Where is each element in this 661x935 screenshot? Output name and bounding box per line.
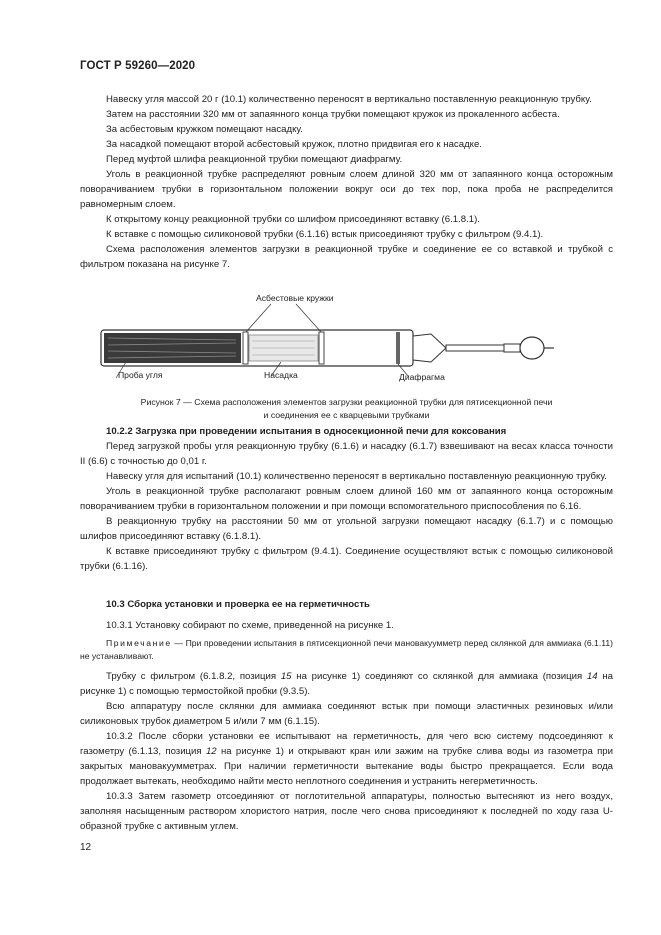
paragraph: Уголь в реакционной трубке располагают ровным слоем длиной 160 мм от запаянного конца осторожным поворачиванием трубки в горизонтальном положении и при помощи вспомогательного приспособления по 6.16. <box>80 486 613 512</box>
asbestos-disk-2 <box>319 332 324 364</box>
section-heading: 10.2.2 Загрузка при проведении испытания в односекционной печи для коксования <box>106 426 507 437</box>
coal-sample-fill <box>104 333 241 363</box>
paragraph: К вставке с помощью силиконовой трубки (6.1.16) встык присоединяют трубку с фильтром (9.4.1). <box>106 229 544 240</box>
note <box>80 637 613 663</box>
paragraph-filter-tube: Трубку с фильтром (6.1.8.2, позиция 15 на рисунке 1) соединяют со склянкой для аммиака (позиция 14 на рисунке 1) с помощью термостойкой пробки (9.3.5). <box>80 671 613 697</box>
insert-tube <box>446 345 506 351</box>
paragraph-10-3-3: 10.3.3 Затем газометр отсоединяют от поглотительной аппаратуры, полностью вытесняют из него воздух, заполняя насыщенным раствором хлористого натрия, после чего снова присоединяют к последней по ходу газа U-образной трубке с активным углем. <box>80 791 613 832</box>
note-text: — При проведении испытания в пятисекционной печи мановакуумметр перед склянкой для аммиака (6.1.11) не устанавливают. <box>80 638 613 661</box>
paragraph: К вставке присоединяют трубку с фильтром (9.4.1). Соединение осуществляют встык с помощью силиконовой трубки (6.1.16). <box>80 546 613 572</box>
top-text-block <box>80 92 613 272</box>
paragraph: За асбестовым кружком помещают насадку. <box>106 124 303 135</box>
page-number: 12 <box>80 842 92 853</box>
label-packing: Насадка <box>264 370 298 380</box>
filter-bulb <box>520 337 544 359</box>
asbestos-disk-1 <box>243 332 248 364</box>
document-header: ГОСТ Р 59260—2020 <box>80 60 196 72</box>
paragraph: Схема расположения элементов загрузки в реакционной трубке и соединение ее со вставкой и трубкой с фильтром показана на рисунке 7. <box>80 244 613 270</box>
label-coal-sample: Проба угля <box>118 370 163 380</box>
paragraph-10-3-1: 10.3.1 Установку собирают по схеме, приведенной на рисунке 1. <box>106 620 394 631</box>
paragraph-10-3-2: 10.3.2 После сборки установки ее испытывают на герметичность, для чего всю систему подсоединяют к газометру (6.1.13, позиция 12 на рисунке 1) и открывают кран или зажим на трубке слива воды из газометра при закрытых мановакуумметрах. При наличии герметичности вытекание воды быстро прекращается. Если вода продолжает вытекать, необходимо найти место неплотного соединения и устранить негерметичность. <box>80 731 614 787</box>
paragraph: Навеску угля для испытаний (10.1) количественно переносят в вертикально поставленную реакционную трубку. <box>106 471 607 482</box>
caption-line-2: и соединения ее с кварцевыми трубками <box>263 410 430 420</box>
paragraph: Уголь в реакционной трубке распределяют ровным слоем длиной 320 мм от запаянного конца осторожным поворачиванием трубки в горизонтальном положении вокруг оси до тех пор, пока проба не распределится равномерным слоем. <box>80 169 613 210</box>
paragraph: Затем на расстоянии 320 мм от запаянного конца трубки помещают кружок из прокаленного асбеста. <box>106 109 560 120</box>
figure-7-tube-diagram <box>96 290 556 390</box>
paragraph: Перед муфтой шлифа реакционной трубки помещают диафрагму. <box>106 154 403 165</box>
paragraph: Навеску угля массой 20 г (10.1) количественно переносят в вертикально поставленную реакционную трубку. <box>106 94 592 105</box>
connector <box>504 344 520 352</box>
ground-joint <box>413 334 446 362</box>
note-label: Примечание <box>106 638 172 648</box>
label-diaphragm: Диафрагма <box>399 372 445 382</box>
paragraph: Перед загрузкой пробы угля реакционную трубку (6.1.6) и насадку (6.1.7) взвешивают на весах класса точности II (6.6) с точностью до 0,01 г. <box>80 441 613 467</box>
paragraph: К открытому концу реакционной трубки со шлифом присоединяют вставку (6.1.8.1). <box>106 214 480 225</box>
paragraph: За насадкой помещают второй асбестовый кружок, плотно придвигая его к насадке. <box>106 139 482 150</box>
paragraph: В реакционную трубку на расстоянии 50 мм от угольной загрузки помещают насадку (6.1.7) и с помощью шлифов присоединяют вставку (6.1.8.1). <box>80 516 613 542</box>
caption-line-1: Рисунок 7 — Схема расположения элементов загрузки реакционной трубки для пятисекционной печи <box>140 397 553 407</box>
label-asbestos-disks: Асбестовые кружки <box>256 293 334 303</box>
paragraph-apparatus: Всю аппаратуру после склянки для аммиака соединяют встык при помощи эластичных резиновых и/или силиконовых трубок диаметром 5 и/или 7 мм (6.1.15). <box>80 701 613 727</box>
section-10-2-2 <box>80 424 613 574</box>
figure-caption <box>80 396 613 422</box>
section-10-3 <box>80 597 613 834</box>
section-heading: 10.3 Сборка установки и проверка ее на герметичность <box>106 599 370 610</box>
diaphragm <box>396 332 400 364</box>
